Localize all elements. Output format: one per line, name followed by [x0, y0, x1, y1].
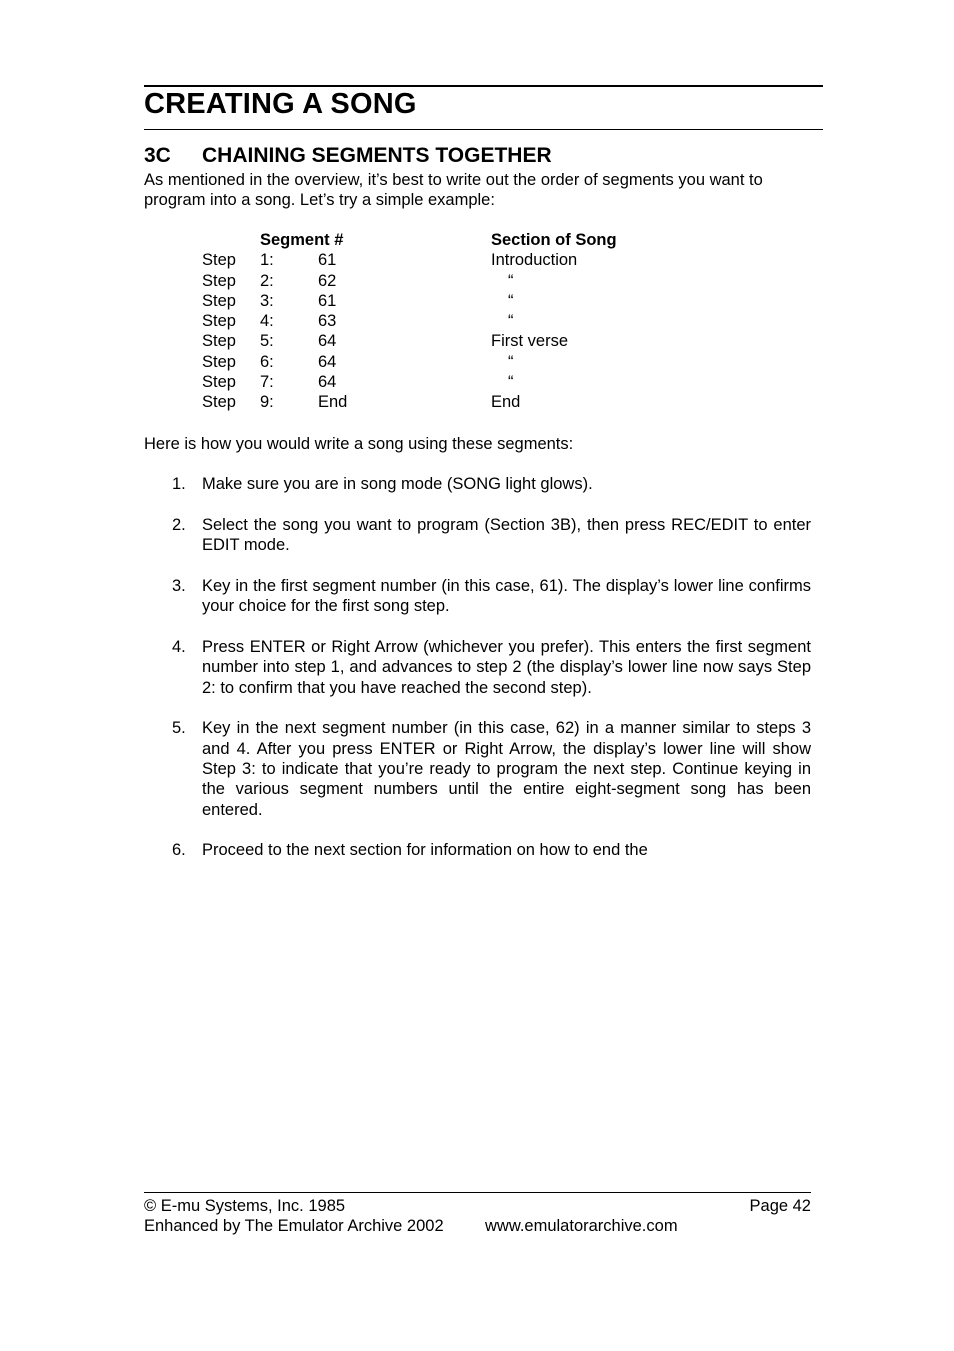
- lead-paragraph: Here is how you would write a song using these segments:: [144, 435, 574, 453]
- step-number: 9:: [260, 393, 274, 412]
- segment-number: 64: [318, 373, 337, 392]
- segment-table: [144, 230, 811, 413]
- list-item-number: 3.: [172, 576, 186, 595]
- list-item: [144, 474, 811, 494]
- table-row: [144, 271, 811, 291]
- step-label: Step: [202, 251, 236, 270]
- step-label: Step: [202, 312, 236, 331]
- step-number: 3:: [260, 291, 274, 310]
- list-item-text: Key in the next segment number (in this case, 62) in a manner similar to steps 3 and 4. After you press ENTER or Right Arrow, the display’s lower line will show Step 3: to indicate that you’re ready to program the next step. Continue keying in the various segment numbers until the entire eight-segment song has been entered.: [202, 719, 811, 819]
- list-item: [144, 515, 811, 556]
- list-item: [144, 576, 811, 617]
- step-label: Step: [202, 271, 236, 290]
- list-item-number: 6.: [172, 841, 186, 860]
- list-item-text: Make sure you are in song mode (SONG light glows).: [202, 475, 593, 493]
- title-top-rule: [144, 85, 823, 87]
- ditto-mark: “: [508, 291, 514, 310]
- table-row: [144, 291, 811, 311]
- footer: [144, 1196, 811, 1237]
- segment-number: 64: [318, 332, 337, 351]
- step-number: 6:: [260, 352, 274, 371]
- table-row: [144, 392, 811, 412]
- chapter-title: CREATING A SONG: [144, 88, 417, 120]
- list-item: [144, 637, 811, 698]
- list-item: [144, 718, 811, 819]
- step-number: 7:: [260, 373, 274, 392]
- segment-number: 62: [318, 271, 337, 290]
- list-item-text: Key in the first segment number (in this case, 61). The display’s lower line confirms your choice for the first song step.: [202, 576, 811, 616]
- instruction-list: [144, 474, 811, 881]
- ditto-mark: “: [508, 373, 514, 392]
- header-section: Section of Song: [491, 231, 617, 249]
- footer-copyright: © E-mu Systems, Inc. 1985: [144, 1197, 346, 1215]
- footer-rule: [144, 1192, 811, 1193]
- segment-number: End: [318, 393, 348, 412]
- header-segment: Segment #: [260, 231, 344, 249]
- segment-number: 63: [318, 312, 337, 331]
- step-number: 5:: [260, 332, 274, 351]
- segment-number: 61: [318, 251, 337, 270]
- step-label: Step: [202, 332, 236, 351]
- list-item: [144, 840, 811, 860]
- segment-number: 61: [318, 291, 337, 310]
- list-item-text: Proceed to the next section for information on how to end the: [202, 841, 648, 860]
- list-item-text: Press ENTER or Right Arrow (whichever you prefer). This enters the first segment number into step 1, and advances to step 2 (the display’s lower line now says Step 2: to confirm that you have reached the second step).: [202, 637, 811, 697]
- step-number: 1:: [260, 251, 274, 270]
- song-section: First verse: [491, 332, 569, 351]
- ditto-mark: “: [508, 271, 514, 290]
- step-number: 4:: [260, 312, 274, 331]
- intro-paragraph: As mentioned in the overview, it’s best to write out the order of segments you want to program into a song. Let’s try a simple example:: [144, 171, 763, 210]
- table-row: [144, 352, 811, 372]
- ditto-mark: “: [508, 312, 514, 331]
- table-row: [144, 372, 811, 392]
- title-bottom-rule: [144, 129, 823, 130]
- list-item-text: Select the song you want to program (Section 3B), then press REC/EDIT to enter EDIT mode.: [202, 515, 811, 555]
- ditto-mark: “: [508, 352, 514, 371]
- table-row: [144, 311, 811, 331]
- section-title: CHAINING SEGMENTS TOGETHER: [202, 144, 552, 167]
- list-item-number: 2.: [172, 515, 186, 534]
- footer-page-number: Page 42: [749, 1197, 811, 1215]
- list-item-number: 5.: [172, 719, 186, 738]
- step-label: Step: [202, 393, 236, 412]
- table-row: [144, 250, 811, 270]
- table-header-row: [144, 230, 811, 250]
- list-item-number: 1.: [172, 475, 186, 493]
- footer-enhanced: Enhanced by The Emulator Archive 2002: [144, 1217, 444, 1236]
- table-row: [144, 331, 811, 351]
- section-heading: [144, 144, 552, 168]
- step-label: Step: [202, 291, 236, 310]
- step-label: Step: [202, 352, 236, 371]
- segment-number: 64: [318, 352, 337, 371]
- section-number: 3C: [144, 144, 171, 167]
- song-section: Introduction: [491, 251, 578, 270]
- footer-url: www.emulatorarchive.com: [485, 1217, 678, 1236]
- song-section: End: [491, 393, 521, 412]
- list-item-number: 4.: [172, 637, 186, 656]
- step-label: Step: [202, 373, 236, 392]
- step-number: 2:: [260, 271, 274, 290]
